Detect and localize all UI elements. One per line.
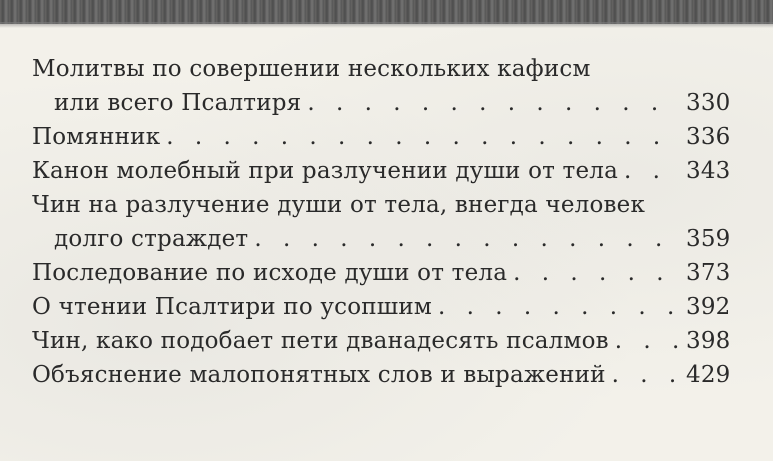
toc-entry[interactable] — [32, 52, 730, 120]
toc-page-number: 392 — [686, 294, 731, 320]
toc-entry[interactable] — [32, 324, 730, 358]
toc-entry-title: Помянник — [32, 124, 161, 150]
toc-entry-title: Канон молебный при разлучении души от тела — [32, 158, 619, 184]
dot-leader — [612, 358, 680, 392]
toc-page-number: 343 — [686, 158, 731, 184]
toc-entry-title-continued: или всего Псалтиря — [54, 90, 302, 116]
toc-entry-line — [32, 222, 730, 256]
dot-leader — [513, 256, 680, 290]
toc-page-number: 429 — [686, 362, 731, 388]
toc-entry-title: Молитвы по совершении нескольких кафисм — [32, 56, 591, 82]
toc-entry-line — [32, 324, 730, 358]
dot-leader — [624, 154, 680, 188]
toc-entry-title: Чин на разлучение души от тела, внегда человек — [32, 192, 646, 218]
toc-entry-line — [32, 154, 730, 188]
toc-entry[interactable] — [32, 358, 730, 392]
toc-entry-title: Объяснение малопонятных слов и выражений — [32, 362, 606, 388]
toc-page-number: 359 — [686, 226, 731, 252]
toc-page-number: 373 — [686, 260, 731, 286]
dot-leader — [254, 222, 680, 256]
ornament-border — [0, 0, 773, 24]
toc-entry[interactable] — [32, 188, 730, 256]
toc-entry[interactable] — [32, 256, 730, 290]
toc-entry-line — [32, 86, 730, 120]
dot-leader — [307, 86, 680, 120]
toc-entry-title: Последование по исходе души от тела — [32, 260, 508, 286]
toc-entry-line — [32, 120, 730, 154]
toc-page-number: 398 — [686, 328, 731, 354]
toc-entry-line — [32, 52, 730, 86]
toc-entry-line — [32, 188, 730, 222]
table-of-contents — [32, 52, 730, 392]
toc-entry-line — [32, 290, 730, 324]
toc-entry-line — [32, 358, 730, 392]
toc-page-number: 336 — [686, 124, 731, 150]
ornament-border-shadow — [0, 22, 773, 28]
dot-leader — [438, 290, 680, 324]
toc-entry-title: О чтении Псалтири по усопшим — [32, 294, 432, 320]
dot-leader — [615, 324, 680, 358]
dot-leader — [166, 120, 680, 154]
toc-entry[interactable] — [32, 120, 730, 154]
toc-entry[interactable] — [32, 290, 730, 324]
toc-page-number: 330 — [686, 90, 731, 116]
toc-entry-line — [32, 256, 730, 290]
toc-entry-title: Чин, како подобает пети дванадесять псалмов — [32, 328, 609, 354]
toc-entry[interactable] — [32, 154, 730, 188]
toc-entry-title-continued: долго страждет — [54, 226, 249, 252]
